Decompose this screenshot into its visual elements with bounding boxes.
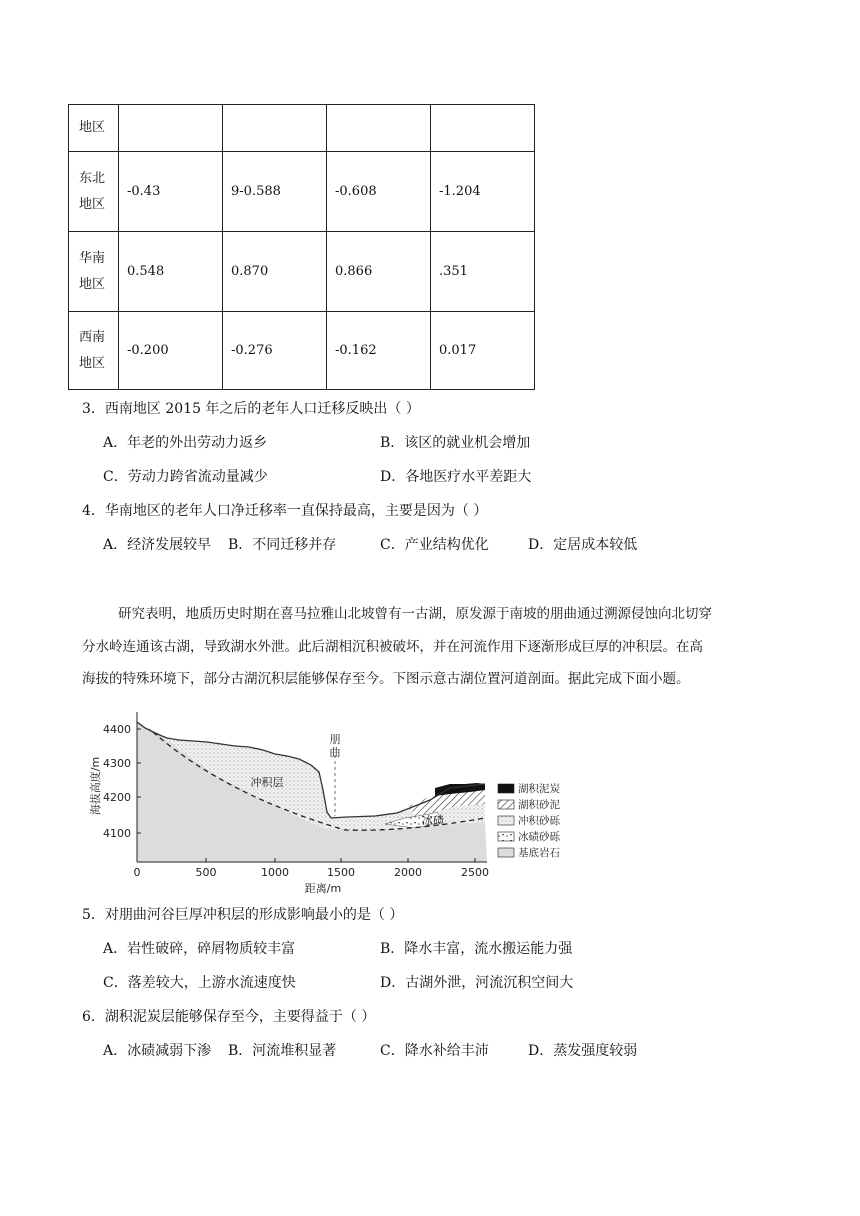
legend-label: 湖积砂泥 bbox=[518, 799, 560, 811]
alluvium-label: 冲积层 bbox=[250, 776, 284, 789]
q5-option-c[interactable]: C．落差较大，上游水流速度快 bbox=[103, 975, 296, 991]
y-axis-label: 海拔高度/m bbox=[89, 756, 102, 816]
legend-label: 冲积砂砾 bbox=[518, 815, 560, 827]
y-tick-label: 4300 bbox=[103, 757, 131, 770]
x-tick-label: 2500 bbox=[461, 866, 489, 879]
q6-option-b[interactable]: B．河流堆积显著 bbox=[228, 1043, 337, 1059]
legend-label: 冰碛砂砾 bbox=[518, 831, 560, 843]
moraine-label: 冰碛 bbox=[422, 814, 444, 827]
y-tick-label: 4200 bbox=[103, 791, 131, 804]
q5-option-d[interactable]: D．古湖外泄，河流沉积空间大 bbox=[380, 975, 574, 991]
question-5: 5．对朋曲河谷巨厚冲积层的形成影响最小的是（ ） bbox=[82, 907, 404, 923]
table-header-cell bbox=[223, 105, 327, 152]
table-header-row bbox=[69, 105, 535, 152]
table-cell: 9-0.588 bbox=[223, 152, 327, 232]
q5-option-b[interactable]: B．降水丰富，流水搬运能力强 bbox=[380, 941, 573, 957]
table-header-cell bbox=[119, 105, 223, 152]
table-cell: -0.43 bbox=[119, 152, 223, 232]
passage-line-2: 分水岭连通该古湖，导致湖水外泄。此后湖相沉积被破坏，并在河流作用下逐渐形成巨厚的冲积层。在高 bbox=[82, 639, 703, 655]
table-header-cell bbox=[431, 105, 535, 152]
table-region-cell: 东北 地区 bbox=[69, 152, 119, 232]
question-4: 4．华南地区的老年人口净迁移率一直保持最高，主要是因为（ ） bbox=[82, 503, 488, 519]
x-tick-label: 0 bbox=[133, 866, 141, 879]
legend-label: 湖积泥炭 bbox=[518, 783, 560, 795]
river-label-char: 朋 bbox=[329, 733, 341, 746]
question-6: 6．湖积泥炭层能够保存至今，主要得益于（ ） bbox=[82, 1009, 376, 1025]
x-tick-label: 1500 bbox=[327, 866, 355, 879]
q3-option-d[interactable]: D．各地医疗水平差距大 bbox=[380, 469, 532, 485]
table-row bbox=[69, 152, 535, 232]
table-cell: -0.162 bbox=[327, 312, 431, 390]
q4-option-a[interactable]: A．经济发展较早 bbox=[103, 537, 212, 553]
table-row bbox=[69, 312, 535, 390]
table-region-cell: 华南 地区 bbox=[69, 232, 119, 312]
table-cell: -0.276 bbox=[223, 312, 327, 390]
q4-option-c[interactable]: C．产业结构优化 bbox=[380, 537, 489, 553]
q6-option-d[interactable]: D．蒸发强度较弱 bbox=[528, 1043, 638, 1059]
table-row bbox=[69, 232, 535, 312]
table-cell: -1.204 bbox=[431, 152, 535, 232]
y-tick-label: 4400 bbox=[103, 723, 131, 736]
passage-line-3: 海拔的特殊环境下，部分古湖沉积层能够保存至今。下图示意古湖位置河道剖面。据此完成下面小题。 bbox=[82, 671, 690, 687]
table-region-cell: 西南 地区 bbox=[69, 312, 119, 390]
table-cell: 0.866 bbox=[327, 232, 431, 312]
q4-option-d[interactable]: D．定居成本较低 bbox=[528, 537, 638, 553]
q5-option-a[interactable]: A．岩性破碎，碎屑物质较丰富 bbox=[103, 941, 296, 957]
q3-option-a[interactable]: A．年老的外出劳动力返乡 bbox=[103, 435, 268, 451]
passage-line-1: 研究表明，地质历史时期在喜马拉雅山北坡曾有一古湖，原发源于南坡的朋曲通过溯源侵蚀向北切穿 bbox=[118, 606, 712, 622]
table-header-cell: 地区 bbox=[69, 105, 119, 152]
legend bbox=[498, 782, 560, 859]
table-cell: 0.870 bbox=[223, 232, 327, 312]
q6-option-a[interactable]: A．冰碛减弱下渗 bbox=[103, 1043, 212, 1059]
y-tick-label: 4100 bbox=[103, 827, 131, 840]
q4-option-b[interactable]: B．不同迁移并存 bbox=[228, 537, 337, 553]
legend-label: 基底岩石 bbox=[518, 847, 560, 859]
x-axis-label: 距离/m bbox=[304, 882, 342, 895]
table-cell: .351 bbox=[431, 232, 535, 312]
table-cell: -0.200 bbox=[119, 312, 223, 390]
q3-option-c[interactable]: C．劳动力跨省流动量减少 bbox=[103, 469, 268, 485]
table-cell: 0.548 bbox=[119, 232, 223, 312]
q3-option-b[interactable]: B．该区的就业机会增加 bbox=[380, 435, 531, 451]
table-header-cell bbox=[327, 105, 431, 152]
q6-option-c[interactable]: C．降水补给丰沛 bbox=[380, 1043, 489, 1059]
x-tick-label: 2000 bbox=[394, 866, 422, 879]
x-tick-label: 1000 bbox=[261, 866, 289, 879]
x-tick-label: 500 bbox=[195, 866, 217, 879]
river-label-char: 曲 bbox=[329, 746, 341, 759]
table-cell: -0.608 bbox=[327, 152, 431, 232]
river-profile-figure bbox=[85, 700, 560, 895]
table-cell: 0.017 bbox=[431, 312, 535, 390]
migration-rate-table bbox=[68, 104, 535, 390]
question-3: 3．西南地区 2015 年之后的老年人口迁移反映出（ ） bbox=[82, 401, 420, 417]
